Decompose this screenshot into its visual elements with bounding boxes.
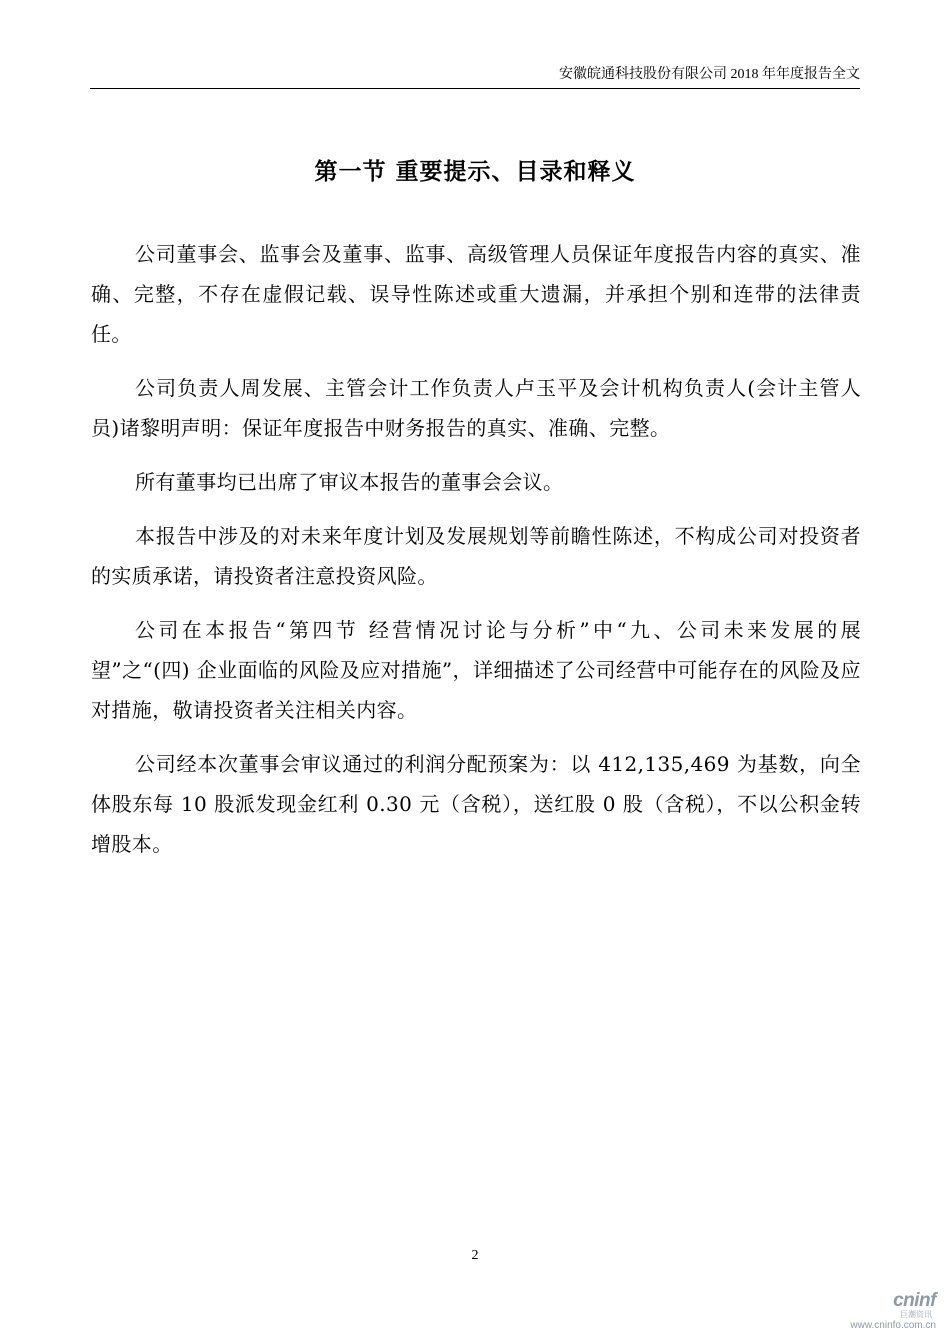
body-text (91, 234, 861, 878)
paragraph-forward-looking: 本报告中涉及的对未来年度计划及发展规划等前瞻性陈述，不构成公司对投资者的实质承诺，请投资者注意投资风险。 (91, 524, 861, 588)
watermark-subtitle: 巨潮资讯 (900, 1310, 932, 1319)
header-rule (90, 88, 860, 89)
paragraph-financial-declaration: 公司负责人周发展、主管会计工作负责人卢玉平及会计机构负责人(会计主管人员)诸黎明声明：保证年度报告中财务报告的真实、准确、完整。 (91, 376, 861, 440)
watermark-url: www.cninfo.com.cn (850, 1320, 936, 1331)
paragraph-profit-distribution: 公司经本次董事会审议通过的利润分配预案为：以 412,135,469 为基数，向全体股东每 10 股派发现金红利 0.30 元（含税），送红股 0 股（含税），不以公积金转增股本。 (91, 752, 861, 856)
page-number: 2 (471, 1248, 479, 1263)
paragraph-risk-notice: 公司在本报告“第四节 经营情况讨论与分析”中“九、公司未来发展的展望”之“(四) 企业面临的风险及应对措施”，详细描述了公司经营中可能存在的风险及应对措施，敬请投资者关注相关内容。 (91, 618, 861, 722)
section-title: 第一节 重要提示、目录和释义 (314, 159, 636, 185)
cninfo-watermark (846, 1291, 936, 1332)
paragraph-board-attendance: 所有董事均已出席了审议本报告的董事会会议。 (135, 470, 564, 494)
paragraph-responsibility-statement: 公司董事会、监事会及董事、监事、高级管理人员保证年度报告内容的真实、准确、完整，不存在虚假记载、误导性陈述或重大遗漏，并承担个别和连带的法律责任。 (91, 242, 861, 346)
watermark-logo: cninf (893, 1290, 936, 1311)
running-header: 安徽皖通科技股份有限公司 2018 年年度报告全文 (559, 67, 860, 82)
